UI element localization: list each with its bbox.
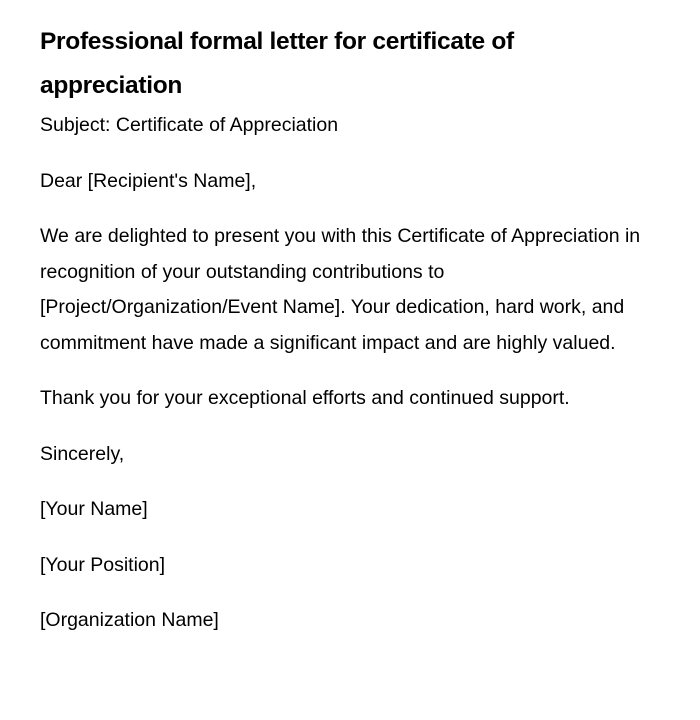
closing: Sincerely, (40, 442, 125, 465)
signature-organization: [Organization Name] (40, 609, 219, 631)
signature-position: [Your Position] (40, 553, 166, 576)
letter (40, 20, 655, 659)
subject-line: Subject: Certificate of Appreciation (40, 114, 339, 136)
signature-name: [Your Name] (40, 498, 148, 520)
letter-title: Professional formal letter for certificate of appreciation (40, 28, 514, 99)
thanks-paragraph: Thank you for your exceptional efforts and continued support. (40, 387, 570, 409)
salutation: Dear [Recipient's Name], (40, 169, 257, 192)
body-paragraph: We are delighted to present you with this Certificate of Appreciation in recognition of your outstanding contributions to [Project/Organization/Event Name]. Your dedication, hard work, and commitment have made a significant impact and are highly valued. (40, 225, 641, 354)
